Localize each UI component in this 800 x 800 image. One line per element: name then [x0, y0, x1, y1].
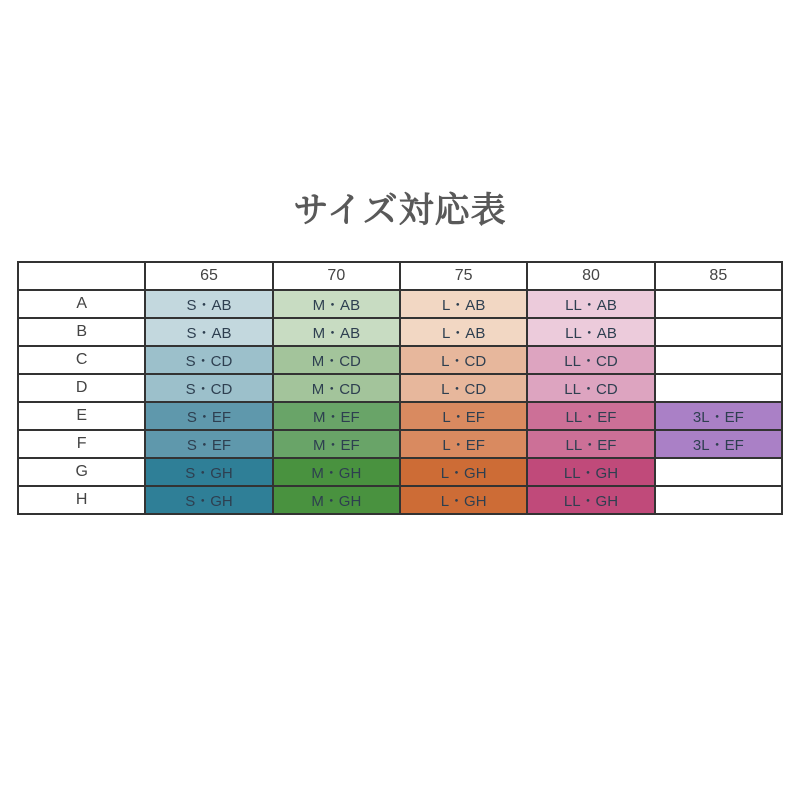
size-cell: S・CD — [145, 346, 272, 374]
size-cell: L・CD — [400, 346, 527, 374]
size-cell: LL・GH — [527, 486, 654, 514]
page-title: サイズ対応表 — [293, 191, 507, 230]
size-cell: LL・GH — [527, 458, 654, 486]
size-cell: LL・AB — [527, 318, 654, 346]
table-row — [18, 346, 782, 374]
table-row — [18, 458, 782, 486]
size-cell: S・EF — [145, 430, 272, 458]
size-cell: LL・EF — [527, 430, 654, 458]
size-cell: 3L・EF — [655, 402, 782, 430]
size-cell: LL・CD — [527, 346, 654, 374]
size-cell: S・EF — [145, 402, 272, 430]
size-cell: L・AB — [400, 318, 527, 346]
corner-header-cell — [18, 262, 145, 290]
column-header: 80 — [527, 262, 654, 290]
size-cell: 3L・EF — [655, 430, 782, 458]
row-label: B — [18, 318, 145, 346]
table-row — [18, 402, 782, 430]
table-row — [18, 430, 782, 458]
table-row — [18, 374, 782, 402]
empty-cell — [655, 374, 782, 402]
size-cell: M・CD — [273, 346, 400, 374]
empty-cell — [655, 318, 782, 346]
table-row — [18, 290, 782, 318]
size-cell: S・GH — [145, 458, 272, 486]
row-label: A — [18, 290, 145, 318]
size-cell: M・GH — [273, 486, 400, 514]
size-cell: M・CD — [273, 374, 400, 402]
size-cell: L・CD — [400, 374, 527, 402]
empty-cell — [655, 486, 782, 514]
column-header: 85 — [655, 262, 782, 290]
table-row — [18, 318, 782, 346]
size-cell: LL・CD — [527, 374, 654, 402]
table-header — [18, 262, 782, 290]
row-label: F — [18, 430, 145, 458]
row-label: E — [18, 402, 145, 430]
table-body — [18, 290, 782, 514]
size-cell: LL・EF — [527, 402, 654, 430]
size-cell: S・GH — [145, 486, 272, 514]
size-cell: S・CD — [145, 374, 272, 402]
table-row — [18, 486, 782, 514]
size-cell: S・AB — [145, 318, 272, 346]
size-cell: M・GH — [273, 458, 400, 486]
column-header: 75 — [400, 262, 527, 290]
header-row — [18, 262, 782, 290]
size-chart-table — [17, 261, 783, 515]
size-cell: M・EF — [273, 402, 400, 430]
size-cell: M・EF — [273, 430, 400, 458]
row-label: G — [18, 458, 145, 486]
size-cell: L・EF — [400, 402, 527, 430]
empty-cell — [655, 346, 782, 374]
size-cell: M・AB — [273, 318, 400, 346]
row-label: D — [18, 374, 145, 402]
column-header: 65 — [145, 262, 272, 290]
empty-cell — [655, 458, 782, 486]
column-header: 70 — [273, 262, 400, 290]
size-cell: M・AB — [273, 290, 400, 318]
size-cell: S・AB — [145, 290, 272, 318]
size-cell: L・GH — [400, 458, 527, 486]
row-label: H — [18, 486, 145, 514]
size-cell: L・AB — [400, 290, 527, 318]
empty-cell — [655, 290, 782, 318]
size-cell: L・GH — [400, 486, 527, 514]
size-cell: L・EF — [400, 430, 527, 458]
size-cell: LL・AB — [527, 290, 654, 318]
row-label: C — [18, 346, 145, 374]
